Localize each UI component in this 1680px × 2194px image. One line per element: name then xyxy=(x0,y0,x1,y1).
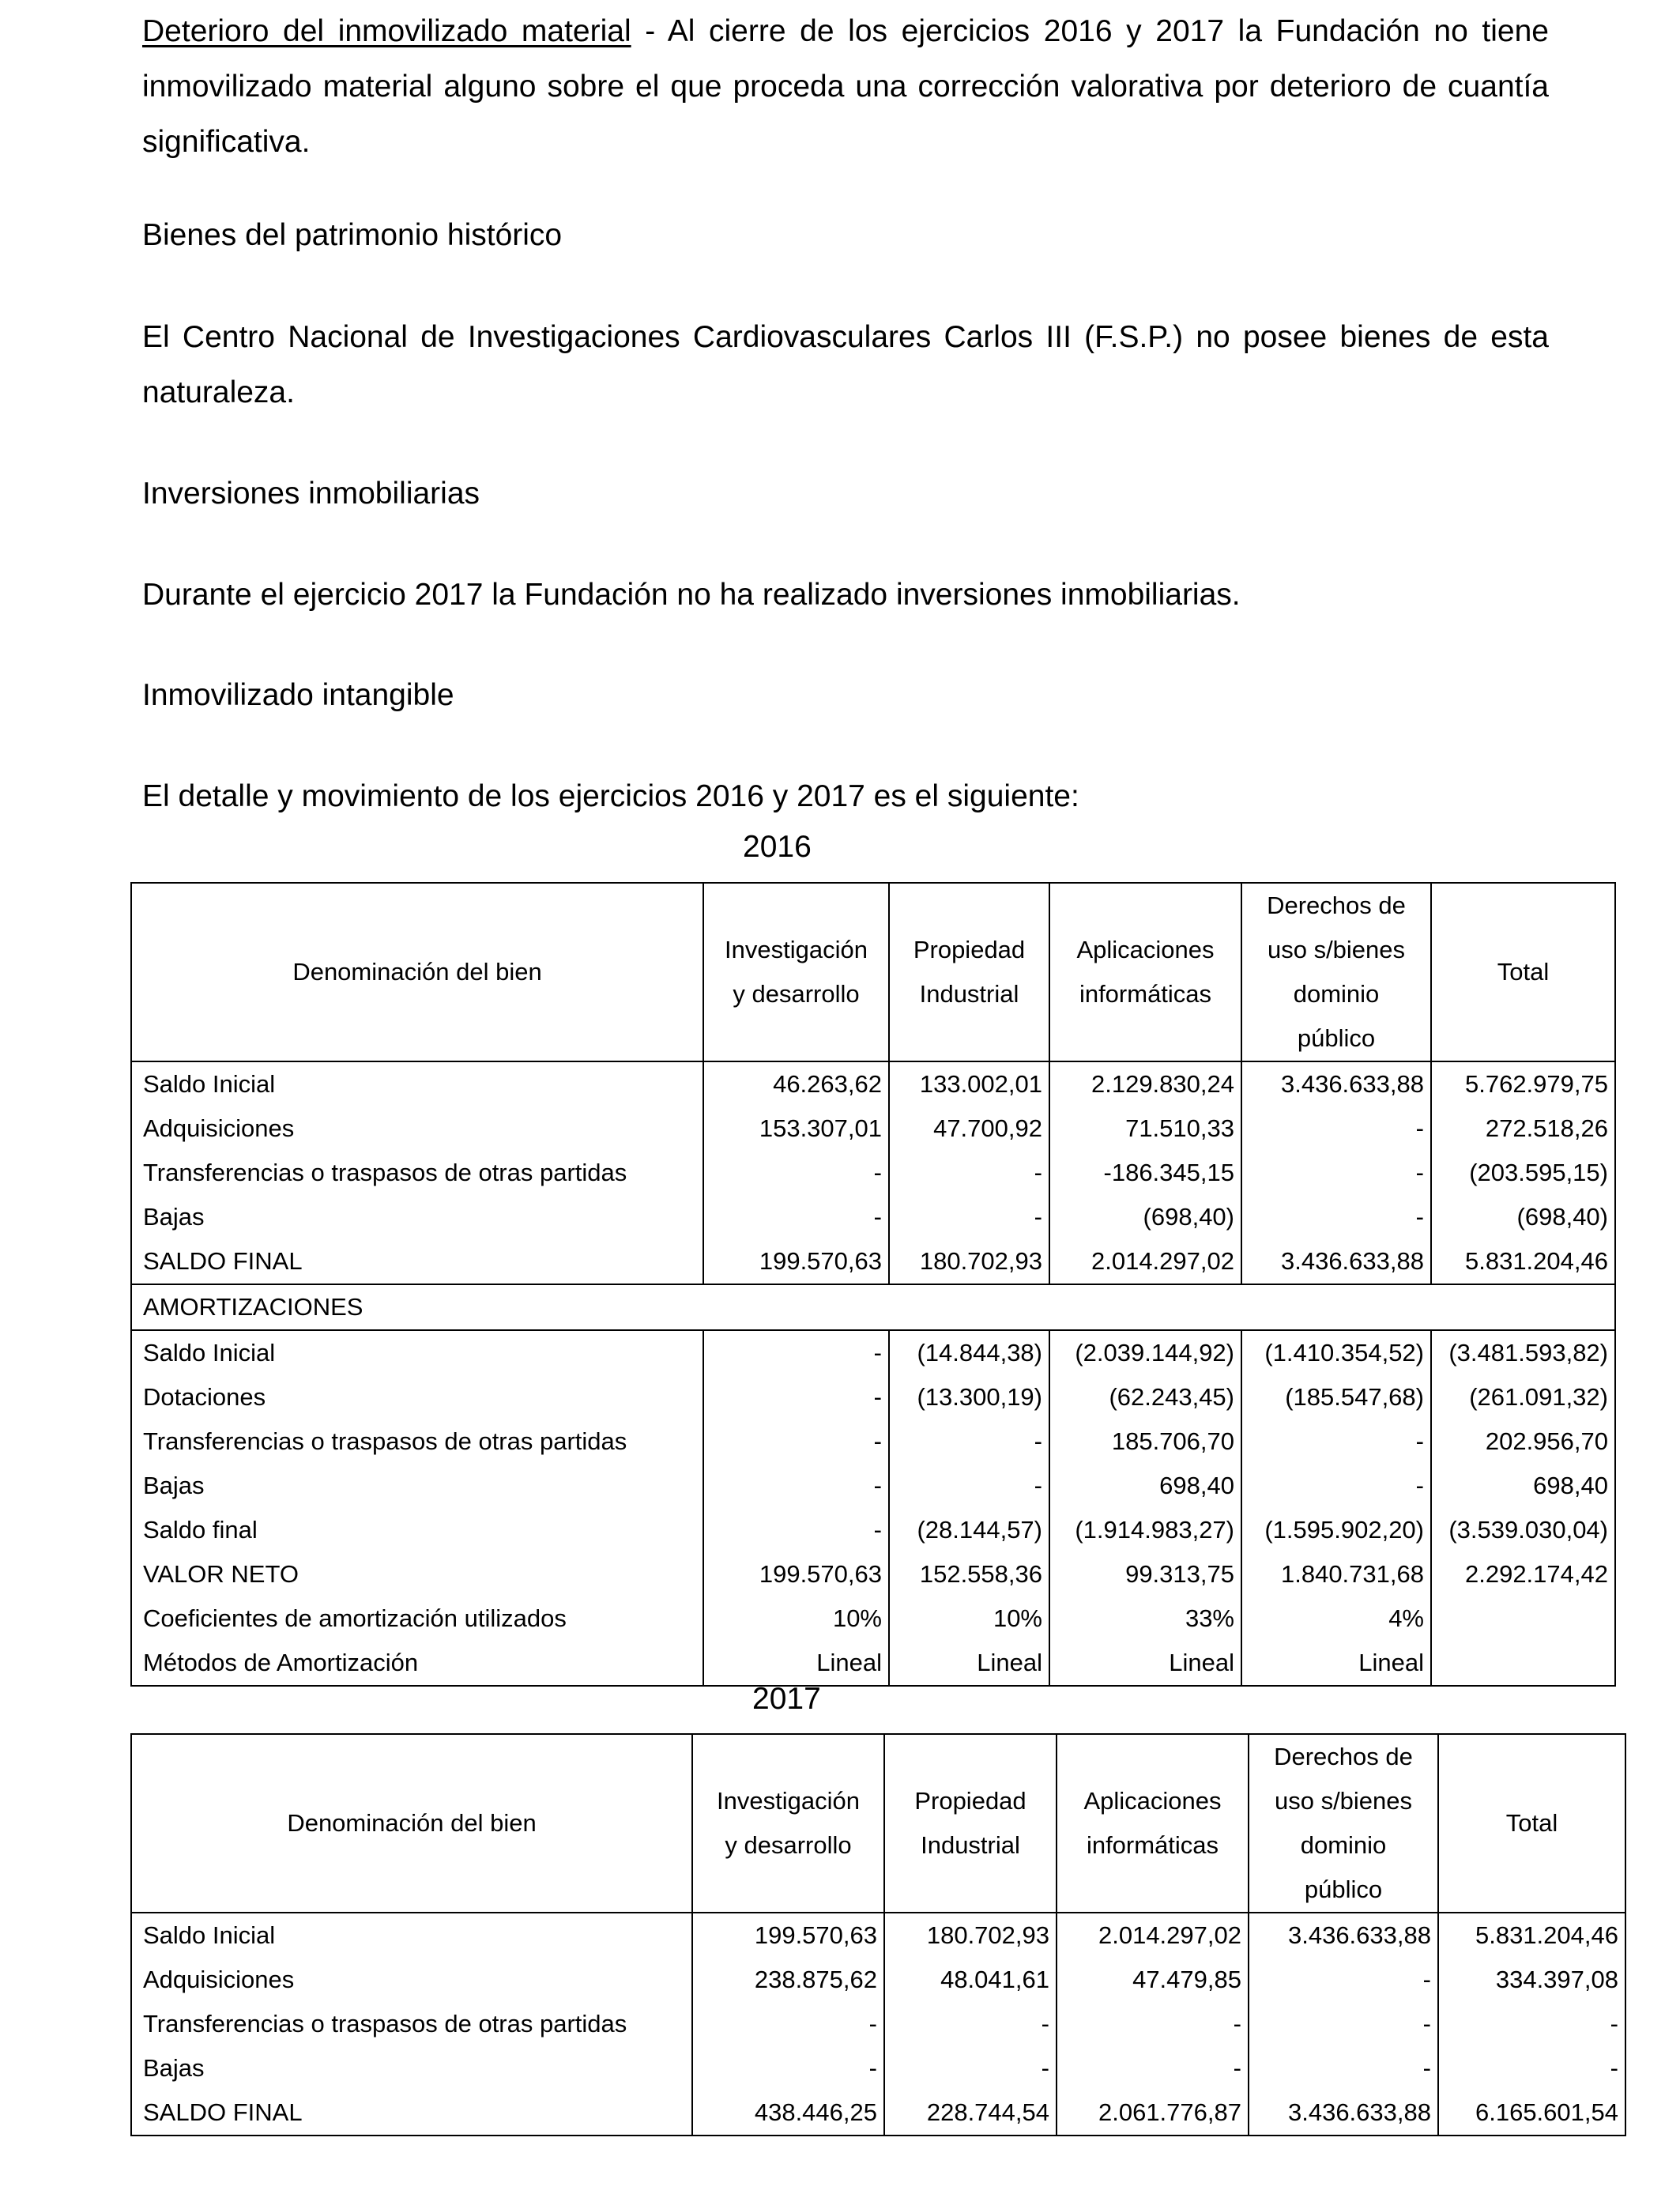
cost-rows-2016 xyxy=(131,1061,1615,1284)
paragraph-inversiones: Durante el ejercicio 2017 la Fundación no ha realizado inversiones inmobiliarias. xyxy=(142,578,1241,612)
table-row: VALOR NETO 199.570,63 152.558,36 99.313,75 1.840.731,68 2.292.174,42 xyxy=(131,1552,1615,1596)
header-propiedad: Propiedad Industrial xyxy=(889,883,1049,1061)
table-row: Coeficientes de amortización utilizados 10% 10% 33% 4% xyxy=(131,1596,1615,1641)
table-row: Adquisiciones 153.307,01 47.700,92 71.510,33 - 272.518,26 xyxy=(131,1106,1615,1151)
header-derechos: Derechos de uso s/bienes dominio público xyxy=(1249,1734,1438,1913)
amortizaciones-section-row xyxy=(131,1284,1615,1330)
cost-rows-2017 xyxy=(131,1913,1625,2136)
table-row: Saldo Inicial 199.570,63 180.702,93 2.014.297,02 3.436.633,88 5.831.204,46 xyxy=(131,1913,1625,1958)
header-propiedad: Propiedad Industrial xyxy=(884,1734,1057,1913)
table-row: Saldo final - (28.144,57) (1.914.983,27) (1.595.902,20) (3.539.030,04) xyxy=(131,1508,1615,1552)
amortizaciones-title: AMORTIZACIONES xyxy=(131,1284,1615,1330)
table-2016 xyxy=(130,882,1616,1687)
heading-bienes: Bienes del patrimonio histórico xyxy=(142,218,563,252)
header-investigacion: Investigación y desarrollo xyxy=(692,1734,884,1913)
table-row: Dotaciones - (13.300,19) (62.243,45) (185.547,68) (261.091,32) xyxy=(131,1375,1615,1419)
header-investigacion: Investigación y desarrollo xyxy=(703,883,889,1061)
table-row: Transferencias o traspasos de otras partidas - - -186.345,15 - (203.595,15) xyxy=(131,1151,1615,1195)
paragraph-detalle: El detalle y movimiento de los ejercicios 2016 y 2017 es el siguiente: xyxy=(142,779,1079,813)
table-row: Transferencias o traspasos de otras partidas - - 185.706,70 - 202.956,70 xyxy=(131,1419,1615,1464)
table-row: Saldo Inicial - (14.844,38) (2.039.144,92) (1.410.354,52) (3.481.593,82) xyxy=(131,1330,1615,1375)
table-row: SALDO FINAL 438.446,25 228.744,54 2.061.776,87 3.436.633,88 6.165.601,54 xyxy=(131,2090,1625,2136)
paragraph-cnic: El Centro Nacional de Investigaciones Cardiovasculares Carlos III (F.S.P.) no posee bienes de esta naturaleza. xyxy=(142,320,1549,409)
table-row: SALDO FINAL 199.570,63 180.702,93 2.014.297,02 3.436.633,88 5.831.204,46 xyxy=(131,1239,1615,1284)
header-total: Total xyxy=(1438,1734,1625,1913)
table-header-row xyxy=(131,883,1615,1061)
header-denominacion: Denominación del bien xyxy=(131,883,703,1061)
table-row: Métodos de Amortización Lineal Lineal Lineal Lineal xyxy=(131,1641,1615,1686)
table-2017 xyxy=(130,1733,1626,2136)
header-aplicaciones: Aplicaciones informáticas xyxy=(1049,883,1241,1061)
header-denominacion: Denominación del bien xyxy=(131,1734,692,1913)
header-derechos: Derechos de uso s/bienes dominio público xyxy=(1241,883,1431,1061)
year-2017-caption: 2017 xyxy=(752,1682,821,1716)
heading-intangible: Inmovilizado intangible xyxy=(142,678,454,712)
deterioro-paragraph xyxy=(142,4,1549,170)
deterioro-title: Deterioro del inmovilizado material xyxy=(142,14,631,48)
table-row: Bajas - - 698,40 - 698,40 xyxy=(131,1464,1615,1508)
deterioro-body: - Al cierre de los ejercicios 2016 y 2017 la Fundación no tiene inmovilizado material alguno sobre el que proceda una corrección valorativa por deterioro de cuantía significativa. xyxy=(142,14,1549,159)
table-row: Saldo Inicial 46.263,62 133.002,01 2.129.830,24 3.436.633,88 5.762.979,75 xyxy=(131,1061,1615,1106)
table-row: Bajas - - - - - xyxy=(131,2046,1625,2090)
amort-rows-2016 xyxy=(131,1330,1615,1686)
year-2016-caption: 2016 xyxy=(743,830,812,864)
header-total: Total xyxy=(1431,883,1615,1061)
table-header-row xyxy=(131,1734,1625,1913)
table-row: Adquisiciones 238.875,62 48.041,61 47.479,85 - 334.397,08 xyxy=(131,1958,1625,2002)
header-aplicaciones: Aplicaciones informáticas xyxy=(1057,1734,1249,1913)
table-row: Transferencias o traspasos de otras partidas - - - - - xyxy=(131,2002,1625,2046)
heading-inversiones: Inversiones inmobiliarias xyxy=(142,477,480,511)
table-row: Bajas - - (698,40) - (698,40) xyxy=(131,1195,1615,1239)
